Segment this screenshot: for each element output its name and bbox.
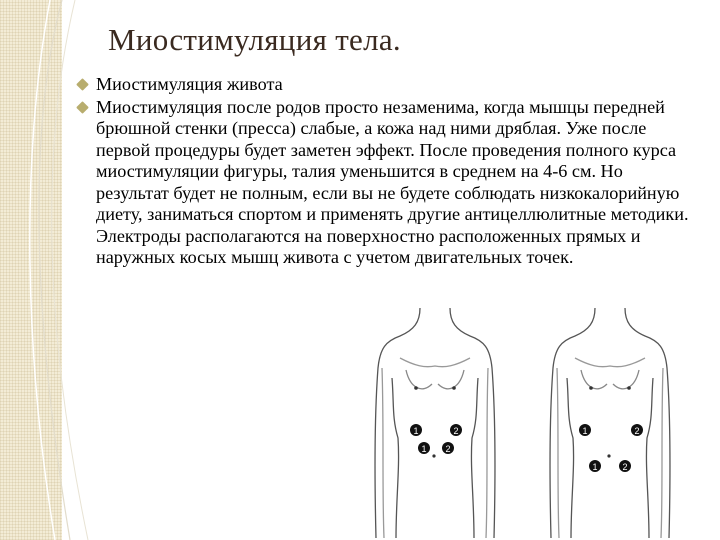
bullet-item [96, 74, 696, 96]
electrode-label: 1 [582, 426, 588, 436]
electrode-label: 1 [421, 444, 427, 454]
electrode-label: 2 [453, 426, 459, 436]
slide-title: Миостимуляция тела. [108, 22, 401, 57]
electrode-label: 1 [413, 426, 419, 436]
torso-diagram-left [370, 308, 500, 540]
torso-diagram-right [545, 308, 675, 540]
bullet-text: Миостимуляция после родов просто незаменима, когда мышцы передней брюшной стенки (пресса) слабые, а кожа над ними дряблая. Уже после первой процедуры будет заметен эффект. После проведения полного курса миостимуляции фигуры, талия уменьшится в среднем на 4-6 см. Но результат будет не полным, если вы не будете соблюдать низкокалорийную диету, заниматься спортом и применять другие антицеллюлитные методики. Электроды располагаются на поверхностно расположенных прямых и наружных косых мышц живота с учетом двигательных точек. [96, 96, 689, 267]
bullet-list [96, 74, 696, 270]
electrode-label: 2 [634, 426, 640, 436]
bullet-text: Миостимуляция живота [96, 74, 283, 94]
electrode-label: 2 [622, 462, 628, 472]
electrode-label: 2 [445, 444, 451, 454]
bullet-item [96, 97, 696, 269]
decorative-curves [0, 0, 110, 540]
electrode-label: 1 [592, 462, 598, 472]
